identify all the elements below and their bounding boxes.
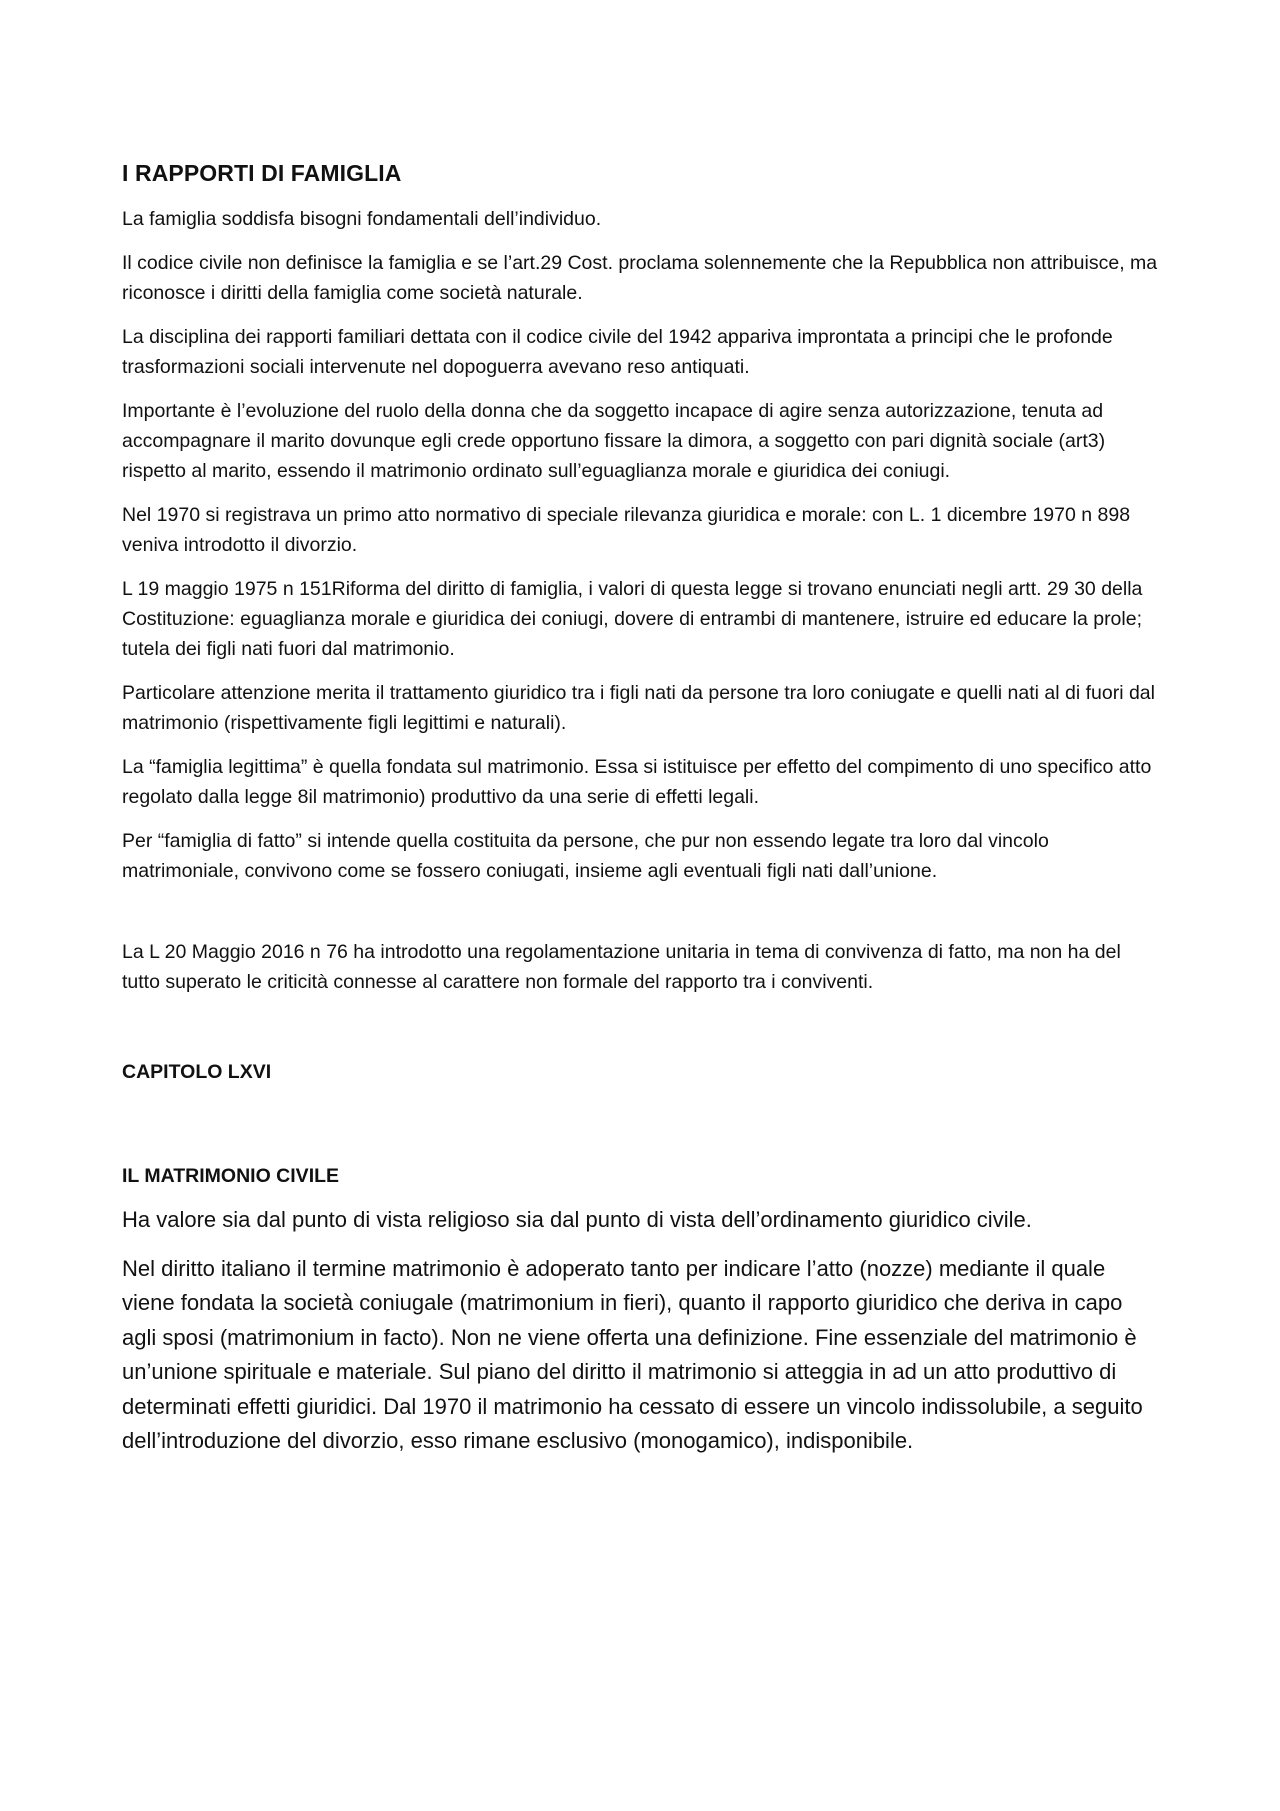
paragraph-6: L 19 maggio 1975 n 151Riforma del diritto di famiglia, i valori di questa legge si trovano enunciati negli artt. 29 30 della Costituzione: eguaglianza morale e giuridica dei coniugi, dovere di entrambi di mantenere, istruire ed educare la prole; tutela dei figli nati fuori dal matrimonio. bbox=[122, 578, 1143, 660]
paragraph-2: Il codice civile non definisce la famiglia e se l’art.29 Cost. proclama solennemente che la Repubblica non attribuisce, ma riconosce i diritti della famiglia come società naturale. bbox=[122, 252, 1158, 304]
blank-line bbox=[122, 900, 1158, 937]
section-paragraph-1: Ha valore sia dal punto di vista religioso sia dal punto di vista dell’ordinamento giuridico civile. bbox=[122, 1207, 1032, 1232]
paragraph-7: Particolare attenzione merita il trattamento giuridico tra i figli nati da persone tra loro coniugate e quelli nati al di fuori dal matrimonio (rispettivamente figli legittimi e naturali). bbox=[122, 682, 1155, 734]
paragraph-3: La disciplina dei rapporti familiari dettata con il codice civile del 1942 appariva improntata a principi che le profonde trasformazioni sociali intervenute nel dopoguerra avevano reso antiquati. bbox=[122, 326, 1113, 378]
paragraph-9: Per “famiglia di fatto” si intende quella costituita da persone, che pur non essendo legate tra loro dal vincolo matrimoniale, convivono come se fossero coniugati, insieme agli eventuali figli nati dall’unione. bbox=[122, 830, 1049, 882]
paragraph-8: La “famiglia legittima” è quella fondata sul matrimonio. Essa si istituisce per effetto del compimento di uno specifico atto regolato dalla legge 8il matrimonio) produttivo da una serie di effetti legali. bbox=[122, 756, 1152, 808]
paragraph-5: Nel 1970 si registrava un primo atto normativo di speciale rilevanza giuridica e morale: con L. 1 dicembre 1970 n 898 veniva introdotto il divorzio. bbox=[122, 504, 1131, 556]
section-heading: IL MATRIMONIO CIVILE bbox=[122, 1165, 340, 1187]
blank-line bbox=[122, 1011, 1158, 1057]
paragraph-1: La famiglia soddisfa bisogni fondamentali dell’individuo. bbox=[122, 208, 602, 230]
blank-line bbox=[122, 1087, 1158, 1161]
document-title: I RAPPORTI DI FAMIGLIA bbox=[122, 160, 402, 186]
paragraph-4: Importante è l’evoluzione del ruolo della donna che da soggetto incapace di agire senza autorizzazione, tenuta ad accompagnare il marito dovunque egli crede opportuno fissare la dimora, a soggetto con pari dignità sociale (art3) rispetto al marito, essendo il matrimonio ordinato sull’eguaglianza morale e giuridica dei coniugi. bbox=[122, 400, 1106, 482]
paragraph-10: La L 20 Maggio 2016 n 76 ha introdotto una regolamentazione unitaria in tema di convivenza di fatto, ma non ha del tutto superato le criticità connesse al carattere non formale del rapporto tra i conviventi. bbox=[122, 941, 1121, 993]
chapter-heading: CAPITOLO LXVI bbox=[122, 1061, 272, 1083]
section-paragraph-2: Nel diritto italiano il termine matrimonio è adoperato tanto per indicare l’atto (nozze) mediante il quale viene fondata la società coniugale (matrimonium in fieri), quanto il rapporto giuridico che deriva in capo agli sposi (matrimonium in facto). Non ne viene offerta una definizione. Fine essenziale del matrimonio è un’unione spirituale e materiale. Sul piano del diritto il matrimonio si atteggia in ad un atto produttivo di determinati effetti giuridici. Dal 1970 il matrimonio ha cessato di essere un vincolo indissolubile, a seguito dell’introduzione del divorzio, esso rimane esclusivo (monogamico), indisponibile. bbox=[122, 1255, 1143, 1453]
blank-line bbox=[122, 1191, 1158, 1203]
